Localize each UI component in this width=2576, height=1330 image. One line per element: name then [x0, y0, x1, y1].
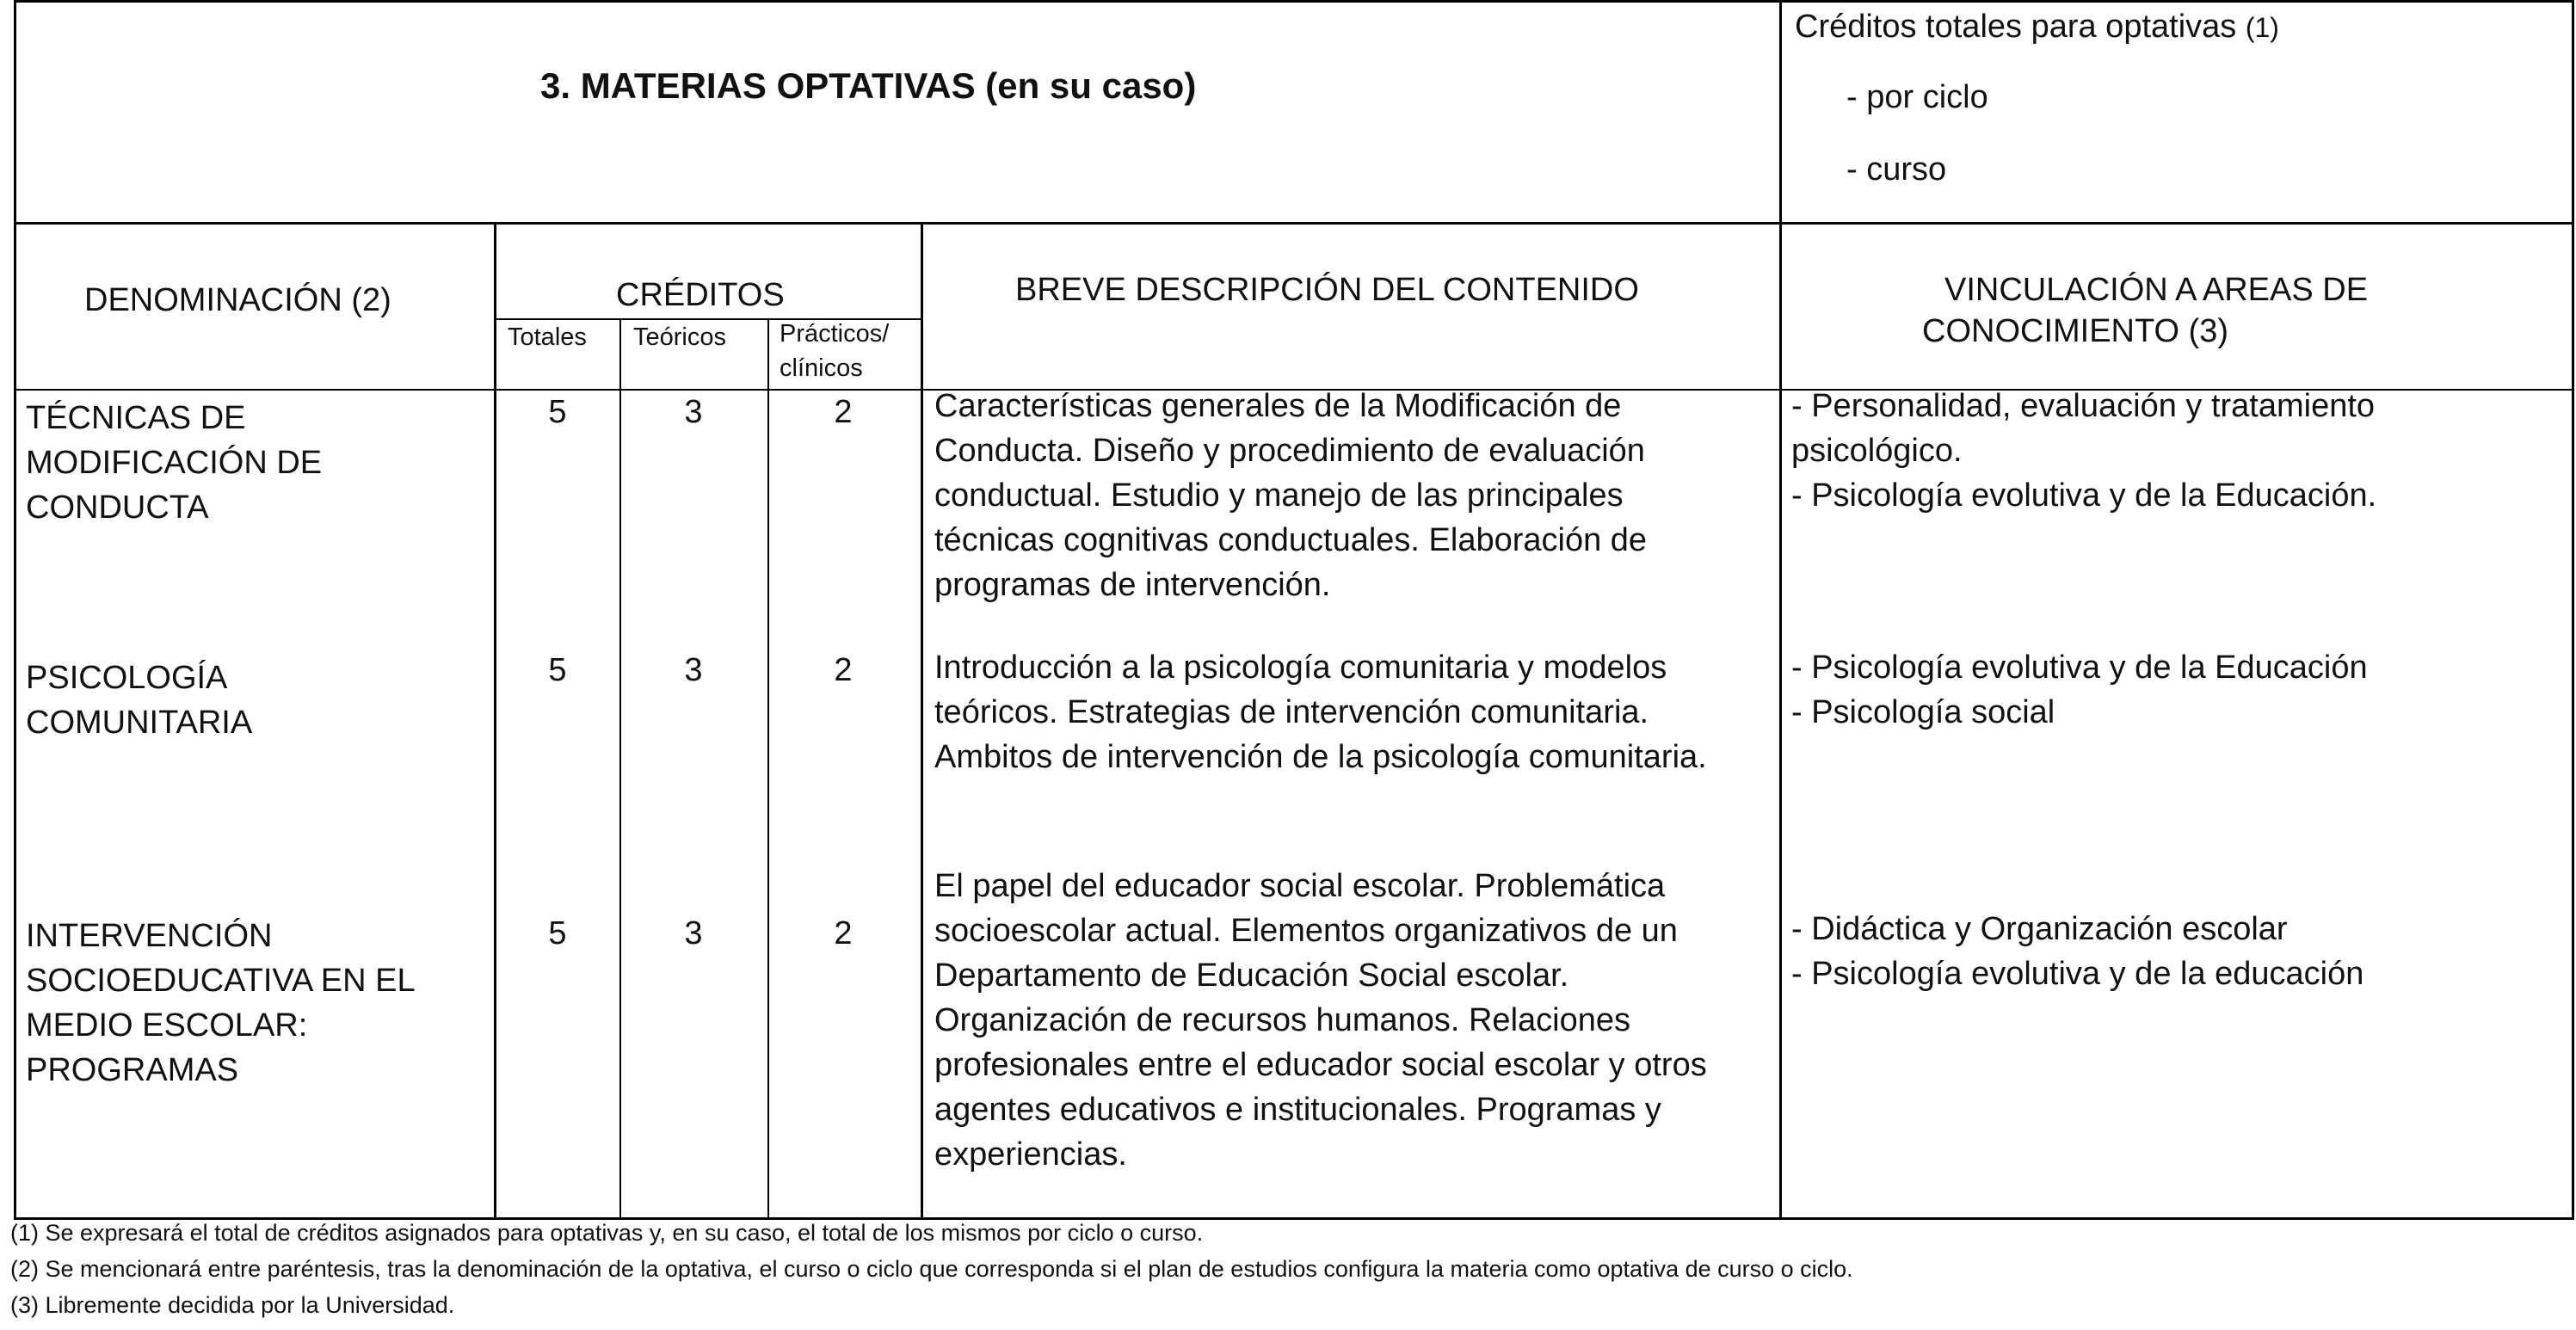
row1-description-line: Características generales de la Modificación de — [934, 388, 1622, 424]
row1-description-line: conductual. Estudio y manejo de las principales — [934, 477, 1624, 514]
row1-description — [934, 384, 1774, 607]
row1-name-line: MODIFICACIÓN DE — [26, 445, 323, 481]
row1-teoricos: 3 — [684, 394, 703, 430]
row3-practicos: 2 — [834, 915, 853, 951]
row2-description — [934, 645, 1774, 779]
row3-description-line: profesionales entre el educador social escolar y otros — [934, 1047, 1707, 1083]
row2-description-line: Ambitos de intervención de la psicología comunitaria. — [934, 739, 1707, 775]
row2-description-line: teóricos. Estrategias de intervención comunitaria. — [934, 694, 1649, 730]
row3-name-line: MEDIO ESCOLAR: — [26, 1007, 308, 1044]
row2-totales: 5 — [548, 652, 567, 688]
header-teoricos: Teóricos — [633, 323, 726, 351]
row2-name — [26, 656, 482, 745]
row1-practicos: 2 — [834, 394, 853, 430]
credits-per-cycle: - por ciclo — [1846, 79, 1988, 115]
row2-name-line: COMUNITARIA — [26, 705, 253, 741]
col-divider-totales — [619, 318, 621, 1220]
row3-area-line: - Didáctica y Organización escolar — [1791, 911, 2288, 947]
row1-description-line: técnicas cognitivas conductuales. Elaboración de — [934, 522, 1648, 558]
row3-areas — [1791, 907, 2566, 996]
row1-area-line: - Psicología evolutiva y de la Educación. — [1791, 477, 2377, 514]
row1-description-line: Conducta. Diseño y procedimiento de evaluación — [934, 433, 1645, 469]
row1-totales: 5 — [548, 394, 567, 430]
row1-description-line: programas de intervención. — [934, 567, 1331, 603]
header-practicos-line2: clínicos — [780, 354, 863, 382]
row3-name-line: INTERVENCIÓN — [26, 918, 273, 954]
section-title: 3. MATERIAS OPTATIVAS (en su caso) — [540, 65, 1197, 106]
col-divider-descripcion — [921, 222, 923, 1220]
row3-description-line: Organización de recursos humanos. Relaciones — [934, 1002, 1630, 1038]
header-descripcion: BREVE DESCRIPCIÓN DEL CONTENIDO — [1015, 272, 1639, 308]
row3-name-line: SOCIOEDUCATIVA EN EL — [26, 963, 416, 999]
row3-name — [26, 914, 490, 1093]
row2-area-line: - Psicología evolutiva y de la Educación — [1791, 650, 2368, 686]
row3-description-line: El papel del educador social escolar. Problemática — [934, 868, 1666, 904]
row2-area-line: - Psicología social — [1791, 694, 2055, 730]
row1-area-line: psicológico. — [1791, 433, 1963, 469]
row2-areas — [1791, 645, 2566, 735]
credits-box-title-note: (1) — [2245, 12, 2279, 43]
row2-description-line: Introducción a la psicología comunitaria y modelos — [934, 650, 1667, 686]
col-divider-denominacion — [494, 222, 496, 1220]
row1-name-line: CONDUCTA — [26, 490, 209, 526]
row3-description-line: experiencias. — [934, 1136, 1127, 1173]
credits-box-title — [1795, 9, 2279, 46]
header-divider — [14, 222, 2574, 225]
row3-teoricos: 3 — [684, 915, 703, 951]
footnote-3: (3) Libremente decidida por la Universidad. — [10, 1292, 455, 1318]
col-divider-creditos-box — [1779, 0, 1782, 1220]
row1-area-line: - Personalidad, evaluación y tratamiento — [1791, 388, 2376, 424]
row3-name-line: PROGRAMAS — [26, 1052, 239, 1088]
header-vinculacion-line1: VINCULACIÓN A AREAS DE — [1944, 272, 2369, 308]
header-denominacion: DENOMINACIÓN (2) — [84, 282, 391, 318]
row2-name-line: PSICOLOGÍA — [26, 660, 228, 696]
row2-practicos: 2 — [834, 652, 853, 688]
credits-per-course: - curso — [1846, 151, 1947, 188]
footnote-1: (1) Se expresará el total de créditos asignados para optativas y, en su caso, el total de los mismos por ciclo o curso. — [10, 1220, 1204, 1246]
row3-description-line: agentes educativos e institucionales. Programas y — [934, 1092, 1661, 1128]
header-vinculacion-line2: CONOCIMIENTO (3) — [1922, 313, 2229, 349]
row2-teoricos: 3 — [684, 652, 703, 688]
row3-description — [934, 864, 1774, 1177]
header-practicos-line1: Prácticos/ — [780, 320, 890, 348]
row1-name — [26, 396, 482, 530]
row1-areas — [1791, 384, 2566, 518]
credits-box-title-text: Créditos totales para optativas — [1795, 9, 2237, 45]
header-totales: Totales — [508, 323, 587, 351]
row3-area-line: - Psicología evolutiva y de la educación — [1791, 956, 2364, 992]
row1-name-line: TÉCNICAS DE — [26, 400, 246, 436]
row3-totales: 5 — [548, 915, 567, 951]
header-creditos: CRÉDITOS — [616, 277, 785, 313]
row3-description-line: Departamento de Educación Social escolar. — [934, 957, 1569, 994]
col-divider-teoricos — [767, 318, 769, 1220]
row3-description-line: socioescolar actual. Elementos organizativos de un — [934, 913, 1678, 949]
footnote-2: (2) Se mencionará entre paréntesis, tras la denominación de la optativa, el curso o ciclo que corresponda si el plan de estudios configura la materia como optativa de curso o ciclo. — [10, 1256, 1853, 1282]
